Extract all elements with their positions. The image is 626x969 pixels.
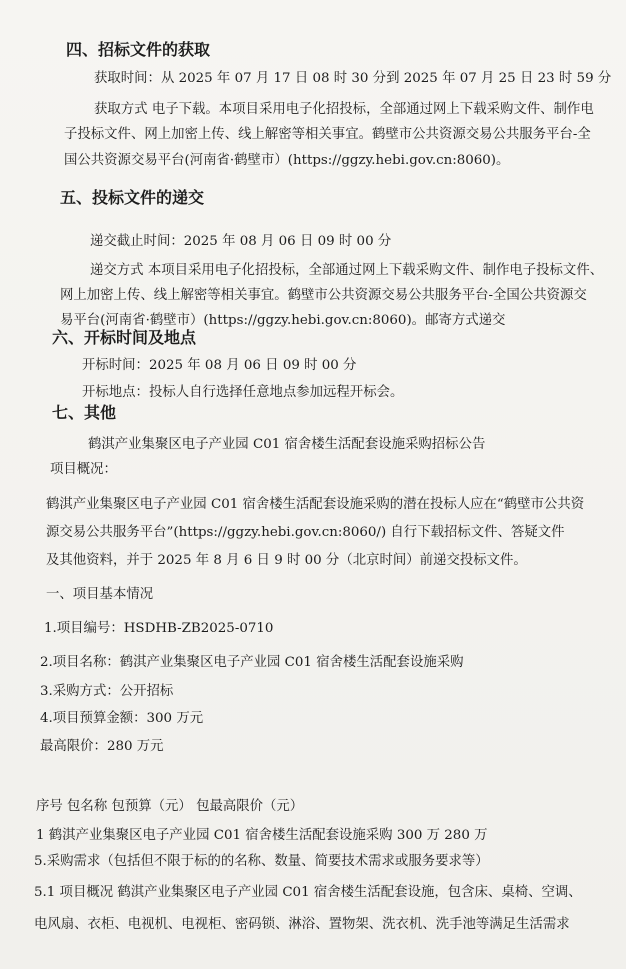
section-5-heading: 五、投标文件的递交 xyxy=(60,188,205,207)
acquire-method-line-1: 获取方式 电子下载。本项目采用电子化招投标，全部通过网上下载采购文件、制作电 xyxy=(94,102,594,117)
procurement-requirements: 5.采购需求（包括但不限于标的的名称、数量、简要技术需求或服务要求等） xyxy=(34,854,489,869)
overview-label: 项目概况： xyxy=(50,462,117,477)
budget-amount: 4.项目预算金额：300 万元 xyxy=(40,711,204,726)
basic-info-heading: 一、项目基本情况 xyxy=(46,587,154,602)
submit-method-line-3: 易平台(河南省·鹤壁市）(https://ggzy.hebi.gov.cn:8060)。邮寄方式递交 xyxy=(60,313,506,328)
notice-title: 鹤淇产业集聚区电子产业园 C01 宿舍楼生活配套设施采购招标公告 xyxy=(88,437,486,452)
overview-line-1: 鹤淇产业集聚区电子产业园 C01 宿舍楼生活配套设施采购的潜在投标人应在“鹤壁市公共资 xyxy=(46,497,585,512)
acquire-time: 获取时间：从 2025 年 07 月 17 日 08 时 30 分到 2025 年 07 月 25 日 23 时 59 分 xyxy=(94,71,612,86)
overview-line-2: 源交易公共服务平台”(https://ggzy.hebi.gov.cn:8060/) 自行下载招标文件、答疑文件 xyxy=(46,525,565,540)
section-7-heading: 七、其他 xyxy=(52,403,117,422)
package-table-row: 1 鹤淇产业集聚区电子产业园 C01 宿舍楼生活配套设施采购 300 万 280 万 xyxy=(36,828,488,843)
submit-deadline: 递交截止时间：2025 年 08 月 06 日 09 时 00 分 xyxy=(90,234,392,249)
opening-time: 开标时间：2025 年 08 月 06 日 09 时 00 分 xyxy=(82,358,357,373)
acquire-method-line-2: 子投标文件、网上加密上传、线上解密等相关事宜。鹤壁市公共资源交易公共服务平台-全 xyxy=(64,127,591,142)
max-price: 最高限价：280 万元 xyxy=(40,739,164,754)
submit-method-line-2: 网上加密上传、线上解密等相关事宜。鹤壁市公共资源交易公共服务平台-全国公共资源交 xyxy=(60,288,587,303)
section-4-heading: 四、招标文件的获取 xyxy=(66,40,211,59)
overview-5-1-line-2: 电风扇、衣柜、电视机、电视柜、密码锁、淋浴、置物架、洗衣机、洗手池等满足生活需求 xyxy=(34,917,570,932)
project-number: 1.项目编号：HSDHB-ZB2025-0710 xyxy=(44,621,274,636)
overview-5-1-line-1: 5.1 项目概况 鹤淇产业集聚区电子产业园 C01 宿舍楼生活配套设施，包含床、桌椅、空调、 xyxy=(34,885,582,900)
section-6-heading: 六、开标时间及地点 xyxy=(52,328,197,347)
project-name: 2.项目名称：鹤淇产业集聚区电子产业园 C01 宿舍楼生活配套设施采购 xyxy=(40,655,464,670)
package-table-header: 序号 包名称 包预算（元） 包最高限价（元） xyxy=(36,799,304,814)
acquire-method-line-3: 国公共资源交易平台(河南省·鹤壁市）(https://ggzy.hebi.gov.cn:8060)。 xyxy=(64,153,510,168)
procurement-method: 3.采购方式：公开招标 xyxy=(40,684,174,699)
opening-place: 开标地点：投标人自行选择任意地点参加远程开标会。 xyxy=(82,385,404,400)
submit-method-line-1: 递交方式 本项目采用电子化招投标，全部通过网上下载采购文件、制作电子投标文件、 xyxy=(90,263,604,278)
overview-line-3: 及其他资料，并于 2025 年 8 月 6 日 9 时 00 分（北京时间）前递交投标文件。 xyxy=(46,553,527,568)
